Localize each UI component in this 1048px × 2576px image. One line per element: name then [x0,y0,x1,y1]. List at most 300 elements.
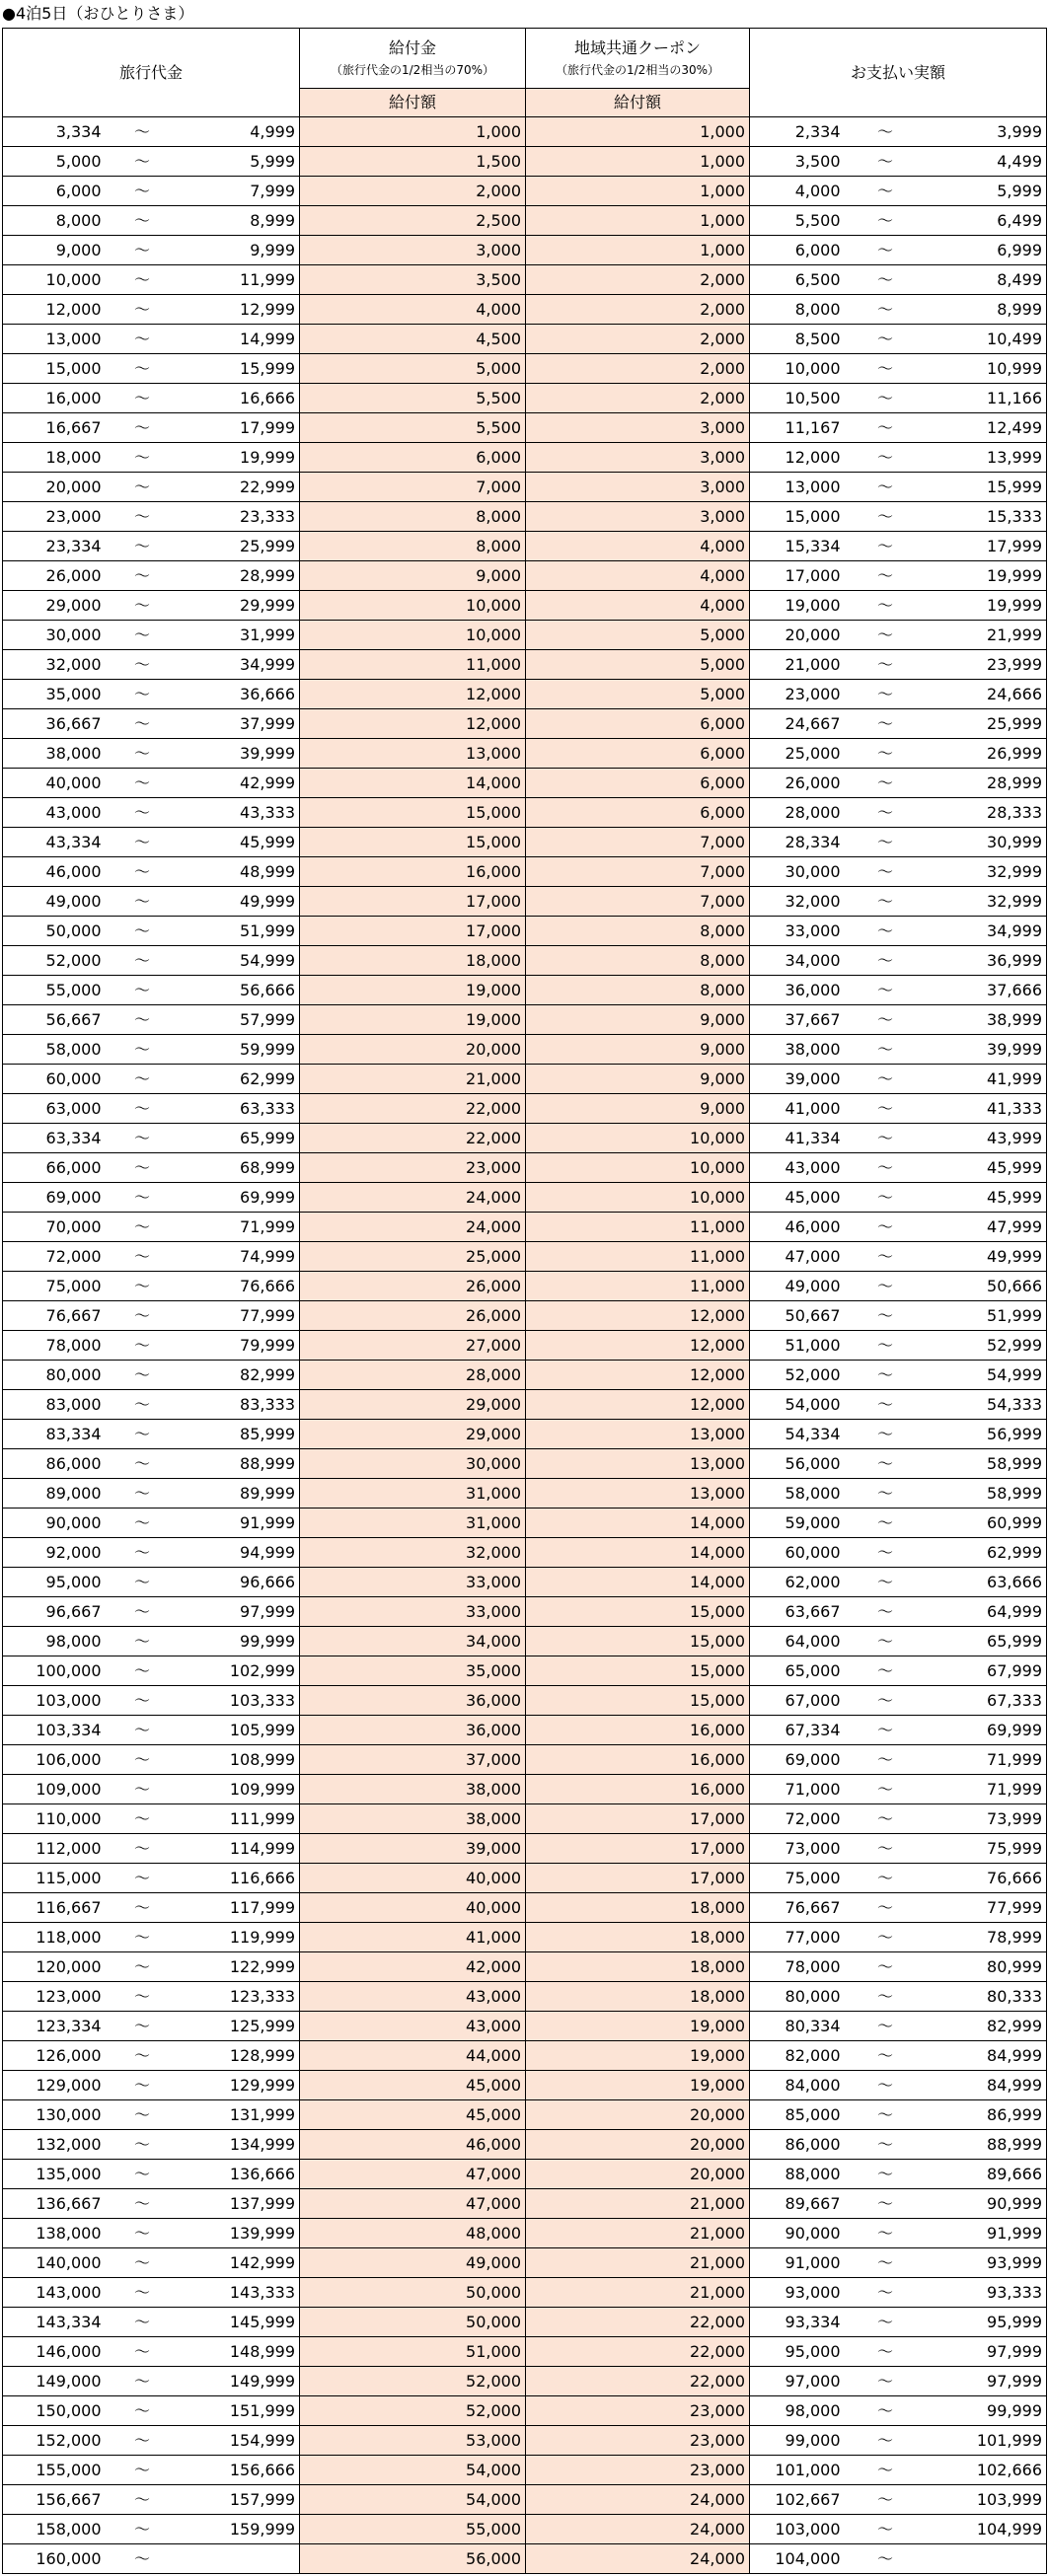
table-row [3,2041,1047,2071]
range-tilde: 〜 [106,1035,180,1065]
travel-cost-to: 36,666 [180,680,300,709]
travel-cost-from: 150,000 [3,2396,106,2426]
travel-cost-to: 89,999 [180,1479,300,1509]
payment-to: 67,333 [923,1686,1047,1716]
table-row [3,1242,1047,1272]
travel-cost-from: 112,000 [3,1834,106,1864]
travel-cost-from: 106,000 [3,1745,106,1775]
coupon-header-label: 地域共通クーポン [573,38,701,57]
header-row [3,29,1047,89]
range-tilde: 〜 [106,1479,180,1509]
benefit-amount: 43,000 [300,1982,526,2012]
travel-cost-to: 143,333 [180,2278,300,2308]
travel-cost-to: 105,999 [180,1716,300,1745]
coupon-amount: 16,000 [526,1716,750,1745]
coupon-amount: 9,000 [526,1005,750,1035]
benefit-amount: 33,000 [300,1568,526,1597]
coupon-amount: 21,000 [526,2248,750,2278]
table-row [3,1272,1047,1301]
range-tilde: 〜 [106,2012,180,2041]
payment-to: 103,999 [923,2485,1047,2515]
payment-from: 46,000 [750,1213,849,1242]
range-tilde: 〜 [106,680,180,709]
payment-from: 67,334 [750,1716,849,1745]
range-tilde: 〜 [106,1390,180,1420]
coupon-amount: 20,000 [526,2100,750,2130]
travel-cost-from: 160,000 [3,2544,106,2574]
benefit-amount: 44,000 [300,2041,526,2071]
table-row [3,206,1047,236]
range-tilde: 〜 [849,2012,923,2041]
payment-from: 59,000 [750,1509,849,1538]
payment-from: 32,000 [750,887,849,917]
travel-cost-to: 71,999 [180,1213,300,1242]
benefit-amount: 3,500 [300,265,526,295]
payment-from: 84,000 [750,2071,849,2100]
table-row [3,384,1047,413]
range-tilde: 〜 [849,413,923,443]
payment-from: 52,000 [750,1361,849,1390]
travel-cost-to: 123,333 [180,1982,300,2012]
range-tilde: 〜 [849,2456,923,2485]
table-row [3,354,1047,384]
travel-cost-from: 46,000 [3,857,106,887]
travel-cost-to: 11,999 [180,265,300,295]
payment-from: 97,000 [750,2367,849,2396]
range-tilde: 〜 [106,1804,180,1834]
coupon-amount: 12,000 [526,1331,750,1361]
payment-to: 43,999 [923,1124,1047,1153]
payment-to: 13,999 [923,443,1047,473]
range-tilde: 〜 [106,1272,180,1301]
travel-cost-from: 12,000 [3,295,106,325]
payment-to: 93,999 [923,2248,1047,2278]
benefit-amount: 18,000 [300,946,526,976]
benefit-amount: 35,000 [300,1656,526,1686]
coupon-amount: 7,000 [526,857,750,887]
range-tilde: 〜 [106,1745,180,1775]
travel-cost-to: 82,999 [180,1361,300,1390]
payment-from: 8,500 [750,325,849,354]
table-row [3,561,1047,591]
coupon-amount: 14,000 [526,1509,750,1538]
benefit-amount: 20,000 [300,1035,526,1065]
travel-cost-to: 48,999 [180,857,300,887]
travel-cost-to: 159,999 [180,2515,300,2544]
range-tilde: 〜 [106,2248,180,2278]
benefit-amount: 33,000 [300,1597,526,1627]
travel-cost-to: 122,999 [180,1952,300,1982]
range-tilde: 〜 [106,2515,180,2544]
payment-to: 80,333 [923,1982,1047,2012]
travel-cost-to: 5,999 [180,147,300,177]
travel-cost-to: 79,999 [180,1331,300,1361]
travel-cost-to: 111,999 [180,1804,300,1834]
travel-cost-to: 23,333 [180,502,300,532]
payment-to: 67,999 [923,1656,1047,1686]
benefit-amount: 5,500 [300,413,526,443]
coupon-amount: 17,000 [526,1804,750,1834]
payment-to: 6,499 [923,206,1047,236]
coupon-amount: 12,000 [526,1301,750,1331]
range-tilde: 〜 [849,1509,923,1538]
travel-cost-from: 58,000 [3,1035,106,1065]
payment-to: 8,499 [923,265,1047,295]
travel-cost-to [180,2544,300,2574]
table-row [3,147,1047,177]
range-tilde: 〜 [849,857,923,887]
travel-cost-to: 7,999 [180,177,300,206]
table-row [3,680,1047,709]
coupon-amount: 10,000 [526,1124,750,1153]
travel-cost-from: 23,334 [3,532,106,561]
payment-to: 19,999 [923,561,1047,591]
benefit-amount: 30,000 [300,1449,526,1479]
travel-cost-from: 50,000 [3,917,106,946]
page-title: ●4泊5日（おひとりさま） [2,4,194,23]
range-tilde: 〜 [106,236,180,265]
coupon-amount: 13,000 [526,1420,750,1449]
coupon-amount: 6,000 [526,798,750,828]
travel-cost-from: 78,000 [3,1331,106,1361]
payment-from: 36,000 [750,976,849,1005]
range-tilde: 〜 [849,2308,923,2337]
payment-from: 25,000 [750,739,849,769]
travel-cost-to: 17,999 [180,413,300,443]
range-tilde: 〜 [849,1982,923,2012]
coupon-amount: 21,000 [526,2189,750,2219]
range-tilde: 〜 [849,887,923,917]
travel-cost-to: 74,999 [180,1242,300,1272]
travel-cost-to: 15,999 [180,354,300,384]
range-tilde: 〜 [106,621,180,650]
range-tilde: 〜 [849,828,923,857]
travel-cost-from: 9,000 [3,236,106,265]
range-tilde: 〜 [106,1923,180,1952]
payment-to: 32,999 [923,887,1047,917]
payment-to: 28,999 [923,769,1047,798]
table-row [3,1035,1047,1065]
travel-cost-from: 13,000 [3,325,106,354]
payment-to: 49,999 [923,1242,1047,1272]
table-row [3,2367,1047,2396]
benefit-amount: 47,000 [300,2189,526,2219]
benefit-amount: 1,500 [300,147,526,177]
travel-cost-from: 80,000 [3,1361,106,1390]
payment-to: 51,999 [923,1301,1047,1331]
payment-to: 41,999 [923,1065,1047,1094]
travel-cost-from: 76,667 [3,1301,106,1331]
payment-to: 65,999 [923,1627,1047,1656]
range-tilde: 〜 [849,1005,923,1035]
benefit-amount: 28,000 [300,1361,526,1390]
payment-from: 64,000 [750,1627,849,1656]
range-tilde: 〜 [106,2337,180,2367]
travel-cost-to: 51,999 [180,917,300,946]
payment-to: 58,999 [923,1449,1047,1479]
benefit-amount: 49,000 [300,2248,526,2278]
payment-to: 80,999 [923,1952,1047,1982]
travel-cost-from: 129,000 [3,2071,106,2100]
travel-cost-to: 131,999 [180,2100,300,2130]
benefit-amount: 7,000 [300,473,526,502]
range-tilde: 〜 [849,1331,923,1361]
travel-cost-to: 129,999 [180,2071,300,2100]
range-tilde: 〜 [849,2130,923,2160]
payment-from: 41,334 [750,1124,849,1153]
benefit-amount: 29,000 [300,1420,526,1449]
coupon-amount: 5,000 [526,650,750,680]
benefit-amount: 10,000 [300,591,526,621]
travel-cost-to: 56,666 [180,976,300,1005]
range-tilde: 〜 [106,2219,180,2248]
travel-cost-to: 83,333 [180,1390,300,1420]
payment-to: 102,666 [923,2456,1047,2485]
benefit-amount: 53,000 [300,2426,526,2456]
benefit-amount: 1,000 [300,117,526,147]
range-tilde: 〜 [849,325,923,354]
payment-to: 39,999 [923,1035,1047,1065]
coupon-amount: 23,000 [526,2396,750,2426]
benefit-amount: 31,000 [300,1479,526,1509]
range-tilde: 〜 [106,2041,180,2071]
travel-cost-to: 37,999 [180,709,300,739]
payment-from: 28,000 [750,798,849,828]
table-row [3,1893,1047,1923]
coupon-amount: 15,000 [526,1686,750,1716]
travel-cost-to: 9,999 [180,236,300,265]
payment-from: 102,667 [750,2485,849,2515]
coupon-amount: 24,000 [526,2515,750,2544]
travel-cost-from: 118,000 [3,1923,106,1952]
range-tilde: 〜 [849,2071,923,2100]
payment-to: 15,999 [923,473,1047,502]
payment-to: 3,999 [923,117,1047,147]
travel-cost-to: 142,999 [180,2248,300,2278]
benefit-amount: 42,000 [300,1952,526,1982]
payment-to: 86,999 [923,2100,1047,2130]
range-tilde: 〜 [849,2544,923,2574]
table-row [3,2337,1047,2367]
range-tilde: 〜 [106,976,180,1005]
travel-cost-to: 8,999 [180,206,300,236]
payment-from: 62,000 [750,1568,849,1597]
benefit-amount: 10,000 [300,621,526,650]
travel-cost-to: 117,999 [180,1893,300,1923]
payment-from: 49,000 [750,1272,849,1301]
travel-cost-from: 63,334 [3,1124,106,1153]
travel-cost-to: 39,999 [180,739,300,769]
travel-cost-from: 116,667 [3,1893,106,1923]
payment-from: 23,000 [750,680,849,709]
benefit-amount: 54,000 [300,2485,526,2515]
coupon-amount: 2,000 [526,325,750,354]
benefit-amount: 15,000 [300,798,526,828]
table-row [3,1183,1047,1213]
travel-cost-from: 149,000 [3,2367,106,2396]
coupon-amount: 6,000 [526,769,750,798]
benefit-amount: 51,000 [300,2337,526,2367]
coupon-amount: 19,000 [526,2041,750,2071]
travel-cost-to: 151,999 [180,2396,300,2426]
payment-to: 45,999 [923,1183,1047,1213]
table-row [3,1804,1047,1834]
range-tilde: 〜 [849,561,923,591]
payment-from: 2,334 [750,117,849,147]
coupon-amount: 4,000 [526,591,750,621]
travel-cost-to: 29,999 [180,591,300,621]
travel-cost-from: 158,000 [3,2515,106,2544]
range-tilde: 〜 [106,1686,180,1716]
range-tilde: 〜 [106,2189,180,2219]
table-row [3,1834,1047,1864]
payment-from: 8,000 [750,295,849,325]
travel-cost-to: 63,333 [180,1094,300,1124]
range-tilde: 〜 [849,591,923,621]
coupon-amount-header: 給付額 [526,89,750,117]
table-row [3,2308,1047,2337]
table-row [3,1627,1047,1656]
table-row [3,473,1047,502]
travel-cost-to: 69,999 [180,1183,300,1213]
table-row [3,2130,1047,2160]
range-tilde: 〜 [849,206,923,236]
benefit-amount: 40,000 [300,1893,526,1923]
travel-cost-to: 12,999 [180,295,300,325]
coupon-amount: 15,000 [526,1656,750,1686]
benefit-amount: 12,000 [300,680,526,709]
travel-cost-from: 83,000 [3,1390,106,1420]
table-row [3,1479,1047,1509]
payment-from: 93,000 [750,2278,849,2308]
travel-cost-from: 56,667 [3,1005,106,1035]
table-row [3,117,1047,147]
payment-to: 6,999 [923,236,1047,265]
travel-cost-to: 16,666 [180,384,300,413]
travel-cost-to: 128,999 [180,2041,300,2071]
range-tilde: 〜 [849,1449,923,1479]
range-tilde: 〜 [106,1834,180,1864]
payment-to: 64,999 [923,1597,1047,1627]
range-tilde: 〜 [849,1923,923,1952]
table-row [3,1094,1047,1124]
travel-cost-to: 97,999 [180,1597,300,1627]
table-row [3,887,1047,917]
range-tilde: 〜 [849,1213,923,1242]
payment-to: 38,999 [923,1005,1047,1035]
coupon-amount: 20,000 [526,2130,750,2160]
range-tilde: 〜 [106,857,180,887]
travel-cost-from: 36,667 [3,709,106,739]
travel-cost-from: 152,000 [3,2426,106,2456]
benefit-amount: 12,000 [300,709,526,739]
payment-to: 78,999 [923,1923,1047,1952]
payment-to: 99,999 [923,2396,1047,2426]
benefit-amount: 36,000 [300,1686,526,1716]
coupon-amount: 9,000 [526,1094,750,1124]
table-row [3,1982,1047,2012]
payment-from: 39,000 [750,1065,849,1094]
coupon-amount: 21,000 [526,2278,750,2308]
travel-cost-to: 34,999 [180,650,300,680]
payment-to: 36,999 [923,946,1047,976]
travel-cost-from: 63,000 [3,1094,106,1124]
benefit-amount: 23,000 [300,1153,526,1183]
benefit-amount: 50,000 [300,2278,526,2308]
range-tilde: 〜 [106,591,180,621]
range-tilde: 〜 [849,1094,923,1124]
benefit-amount: 17,000 [300,887,526,917]
travel-cost-to: 19,999 [180,443,300,473]
coupon-amount: 8,000 [526,946,750,976]
table-row [3,1509,1047,1538]
travel-cost-from: 110,000 [3,1804,106,1834]
payment-from: 13,000 [750,473,849,502]
table-row [3,1213,1047,1242]
range-tilde: 〜 [849,2367,923,2396]
travel-cost-to: 42,999 [180,769,300,798]
table-row [3,1331,1047,1361]
benefit-amount: 29,000 [300,1390,526,1420]
range-tilde: 〜 [849,917,923,946]
travel-cost-from: 89,000 [3,1479,106,1509]
payment-to: 56,999 [923,1420,1047,1449]
travel-cost-from: 66,000 [3,1153,106,1183]
travel-cost-from: 143,334 [3,2308,106,2337]
range-tilde: 〜 [106,2160,180,2189]
payment-to: 10,499 [923,325,1047,354]
table-row [3,1390,1047,1420]
travel-cost-to: 145,999 [180,2308,300,2337]
travel-cost-from: 132,000 [3,2130,106,2160]
range-tilde: 〜 [106,532,180,561]
travel-cost-from: 138,000 [3,2219,106,2248]
travel-cost-header [3,29,300,117]
range-tilde: 〜 [849,1568,923,1597]
range-tilde: 〜 [106,1301,180,1331]
benefit-amount: 8,000 [300,532,526,561]
coupon-amount: 2,000 [526,384,750,413]
payment-from: 69,000 [750,1745,849,1775]
payment-to: 84,999 [923,2071,1047,2100]
benefit-amount: 52,000 [300,2367,526,2396]
payment-from: 19,000 [750,591,849,621]
payment-to: 75,999 [923,1834,1047,1864]
range-tilde: 〜 [106,1716,180,1745]
payment-from: 5,500 [750,206,849,236]
benefit-amount: 38,000 [300,1775,526,1804]
table-row [3,2160,1047,2189]
range-tilde: 〜 [106,384,180,413]
benefit-amount: 11,000 [300,650,526,680]
payment-to: 12,499 [923,413,1047,443]
benefit-amount: 2,000 [300,177,526,206]
range-tilde: 〜 [106,1656,180,1686]
table-row [3,265,1047,295]
coupon-amount: 19,000 [526,2012,750,2041]
payment-from: 78,000 [750,1952,849,1982]
benefit-amount: 2,500 [300,206,526,236]
range-tilde: 〜 [106,2071,180,2100]
travel-cost-from: 52,000 [3,946,106,976]
payment-to [923,2544,1047,2574]
table-row [3,709,1047,739]
payment-from: 76,667 [750,1893,849,1923]
coupon-amount: 17,000 [526,1864,750,1893]
payment-from: 30,000 [750,857,849,887]
range-tilde: 〜 [106,2426,180,2456]
payment-from: 45,000 [750,1183,849,1213]
